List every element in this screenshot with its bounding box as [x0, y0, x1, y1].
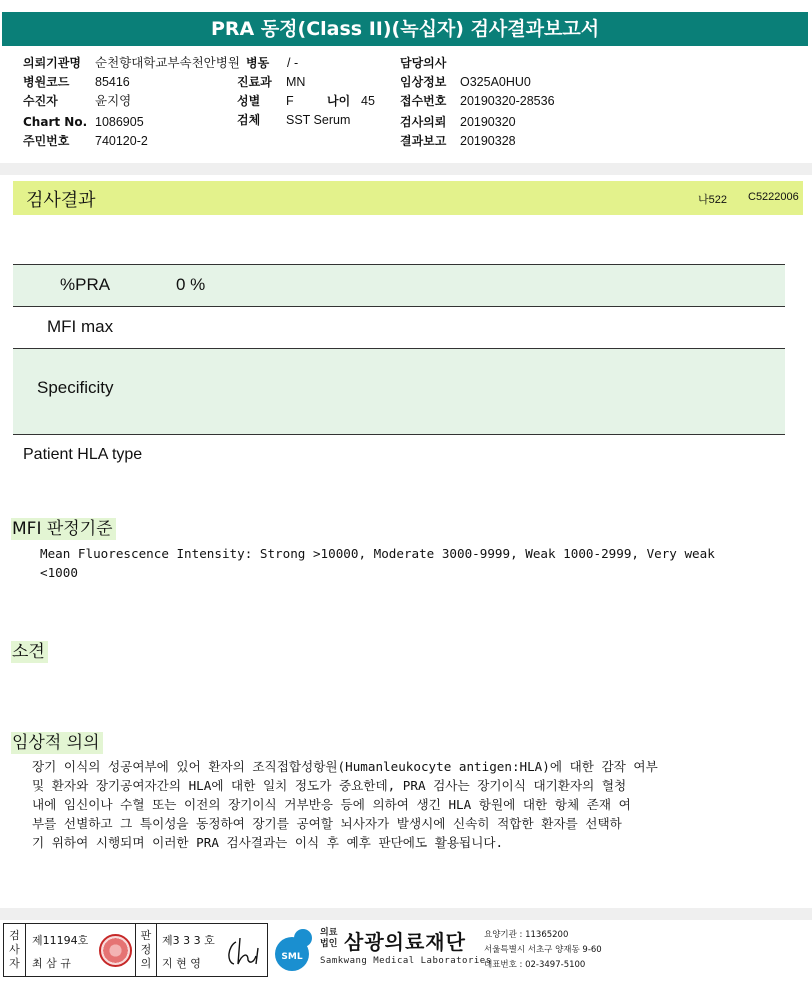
hospital-code-value: 85416 — [95, 75, 130, 89]
significance-line-4: 부를 선별하고 그 특이성을 동정하여 장기를 공여할 뇌사자가 발생시에 신속히 적합한 환자를 선택하 — [32, 816, 622, 831]
pra-label: %PRA — [60, 275, 111, 294]
ssn-label: 주민번호 — [23, 134, 70, 148]
significance-line-5: 기 위하여 시행되며 이러한 PRA 검사결과는 이식 후 예후 판단에도 활용됩니다. — [32, 835, 504, 850]
sex-value: F — [286, 94, 294, 108]
significance-title: 임상적 의의 — [11, 732, 103, 754]
patient-label: 수진자 — [23, 94, 58, 108]
org-name: 삼광의료재단 — [344, 930, 466, 954]
specificity-row — [13, 348, 785, 434]
significance-line-3: 내에 임신이나 수혈 또는 이전의 장기이식 거부반응 등에 의하여 생긴 HLA 항원에 대한 항체 존재 여 — [32, 797, 631, 812]
significance-line-1: 장기 이식의 성공여부에 있어 환자의 조직접합성항원(Humanleukocyte antigen:HLA)에 대한 감작 여부 — [32, 759, 658, 774]
clinical-info-value: O325A0HU0 — [460, 75, 531, 89]
specificity-label: Specificity — [37, 378, 114, 397]
pra-value: 0 % — [176, 275, 206, 294]
criteria-line-2: <1000 — [40, 565, 78, 580]
examiner-seal-icon — [99, 934, 132, 967]
ward-label: 병동 — [246, 56, 270, 70]
org-address: 서울특별시 서초구 양재동 9-60 — [484, 945, 602, 955]
reported-label: 결과보고 — [400, 134, 447, 148]
requested-value: 20190320 — [460, 115, 516, 129]
dept-value: MN — [286, 75, 306, 89]
examiner-license: 제11194호 — [32, 934, 89, 947]
age-label: 나이 — [327, 94, 351, 108]
sml-logo-text: SML — [281, 952, 303, 962]
reviewer-name: 지 현 영 — [162, 957, 201, 970]
chart-label: Chart No. — [23, 115, 88, 129]
report-title: PRA 동정(Class II)(녹십자) 검사결과보고서 — [2, 12, 808, 46]
ssn-value: 740120-2 — [95, 134, 148, 148]
organization-block — [272, 926, 812, 976]
sex-label: 성별 — [237, 94, 261, 108]
table-bottom-line — [13, 434, 785, 435]
criteria-title: MFI 판정기준 — [11, 518, 116, 540]
reviewer-license: 제3 3 3 호 — [162, 934, 215, 947]
signature-box — [3, 923, 268, 977]
receipt-label: 접수번호 — [400, 94, 447, 108]
mfi-label: MFI max — [47, 317, 114, 336]
patient-value: 윤지영 — [95, 94, 132, 108]
mfi-row — [13, 306, 785, 348]
clinical-info-label: 임상정보 — [400, 75, 447, 89]
hla-type-label: Patient HLA type — [23, 446, 143, 463]
criteria-line-1: Mean Fluorescence Intensity: Strong >10000, Moderate 3000-9999, Weak 1000-2999, Very weak — [40, 546, 715, 561]
institution-label: 의뢰기관명 — [23, 56, 81, 70]
doctor-label: 담당의사 — [400, 56, 447, 70]
ward-value: / - — [287, 56, 299, 70]
org-prefix: 의료법인 — [320, 928, 338, 949]
org-phone: 대표번호 : 02-3497-5100 — [484, 960, 586, 970]
examiner-name: 최 삼 규 — [32, 957, 71, 970]
institution-value: 순천향대학교부속천안병원 — [95, 56, 240, 70]
specimen-value: SST Serum — [286, 113, 351, 127]
age-value: 45 — [361, 94, 375, 108]
footer-divider — [0, 908, 812, 920]
patient-info — [0, 0, 812, 160]
chart-value: 1086905 — [95, 115, 144, 129]
sml-logo-icon — [272, 926, 318, 972]
receipt-value: 20190320-28536 — [460, 94, 555, 108]
results-section-title: 검사결과 — [26, 190, 96, 211]
results-table — [13, 264, 785, 434]
pra-row — [13, 264, 785, 306]
reviewer-signature-icon — [222, 934, 266, 970]
dept-label: 진료과 — [237, 75, 272, 89]
opinion-title: 소견 — [11, 641, 48, 663]
divider — [0, 163, 812, 175]
test-code: 나522 — [698, 194, 727, 206]
examiner-label: 검사자 — [4, 924, 26, 976]
results-section-header — [13, 181, 803, 215]
specimen-label: 검체 — [237, 113, 261, 127]
org-code: 요양기관 : 11365200 — [484, 930, 569, 940]
reported-value: 20190328 — [460, 134, 516, 148]
org-english-name: Samkwang Medical Laboratories — [320, 956, 492, 966]
item-code: C5222006 — [748, 191, 799, 203]
significance-line-2: 및 환자와 장기공여자간의 HLA에 대한 일치 정도가 중요한데, PRA 검사는 장기이식 대기환자의 혈청 — [32, 778, 627, 793]
requested-label: 검사의뢰 — [400, 115, 447, 129]
reviewer-label: 판정의 — [135, 924, 157, 976]
hospital-code-label: 병원코드 — [23, 75, 70, 89]
